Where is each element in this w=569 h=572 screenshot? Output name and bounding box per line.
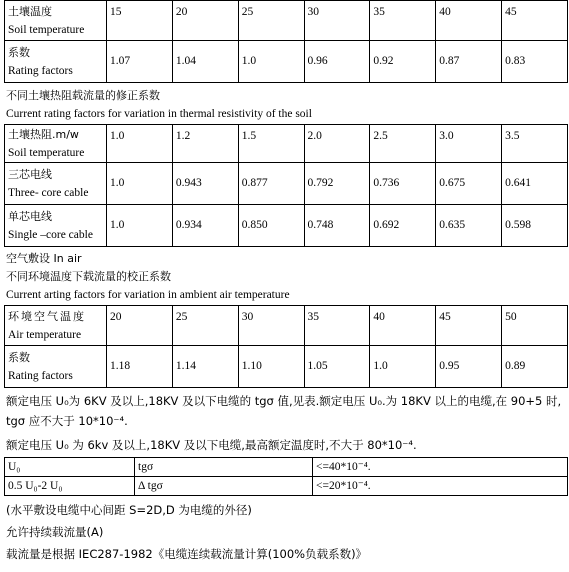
- table-cell: 45: [436, 306, 502, 346]
- table-cell: 0.92: [370, 41, 436, 83]
- table-cell: 35: [304, 306, 370, 346]
- table-cell: 20: [172, 1, 238, 41]
- row-label: [5, 1, 107, 41]
- air-temperature-table: [4, 305, 568, 388]
- caption-air-temp-en: Current arting factors for variation in ambient air temperature: [6, 289, 290, 301]
- label-en: Rating factors: [8, 65, 73, 77]
- label-en: Soil temperature: [8, 147, 85, 159]
- table-cell: <=20*10⁻⁴.: [313, 477, 568, 496]
- table-cell: 20: [107, 306, 173, 346]
- table-cell: 50: [502, 306, 568, 346]
- table-cell: 0.943: [172, 163, 238, 205]
- table-cell: 0.748: [304, 205, 370, 247]
- table-cell: tgσ: [135, 458, 313, 477]
- table-cell: 0.87: [436, 41, 502, 83]
- table-cell: 1.10: [238, 346, 304, 388]
- table-cell: 40: [370, 306, 436, 346]
- note-iec: 载流量是根据 IEC287-1982《电缆连续载流量计算(100%负载系数)》: [6, 547, 368, 561]
- label-cn: 土壤热阻.m/w: [8, 128, 79, 141]
- table-cell: 1.0: [107, 163, 173, 205]
- note-max-temp: 额定电压 U₀ 为 6kv 及以上,18KV 及以下电缆,最高额定温度时,不大于 80*10⁻⁴.: [6, 438, 417, 452]
- table-cell: 0.792: [304, 163, 370, 205]
- table-cell: 45: [502, 1, 568, 41]
- note-tan-delta-line2: tgσ 应不大于 10*10⁻⁴.: [6, 414, 128, 428]
- table-cell: 0.96: [304, 41, 370, 83]
- caption-soil-resistivity-cn: 不同土壤热阻载流量的修正系数: [6, 89, 160, 102]
- table-cell: 2.5: [370, 125, 436, 163]
- table-row: [5, 205, 568, 247]
- table-cell: 0.635: [436, 205, 502, 247]
- document: [4, 0, 568, 565]
- table-cell: 0.675: [436, 163, 502, 205]
- label-en: Three- core cable: [8, 187, 89, 199]
- table-row: [5, 346, 568, 388]
- table-cell: 0.641: [502, 163, 568, 205]
- table-cell: 35: [370, 1, 436, 41]
- table-cell: 0.934: [172, 205, 238, 247]
- table-row: [5, 306, 568, 346]
- table-cell: 1.18: [107, 346, 173, 388]
- table-cell: 1.07: [107, 41, 173, 83]
- table-cell: 0.83: [502, 41, 568, 83]
- table-cell: 15: [107, 1, 173, 41]
- table-cell: 40: [436, 1, 502, 41]
- row-label: [5, 346, 107, 388]
- caption-in-air: 空气敷设 In air: [6, 252, 82, 265]
- table-cell: 0.5 U₀-2 U₀: [5, 477, 135, 496]
- table-cell: 1.5: [238, 125, 304, 163]
- row-label: [5, 163, 107, 205]
- table-cell: 0.850: [238, 205, 304, 247]
- row-label: [5, 41, 107, 83]
- row-label: [5, 125, 107, 163]
- label-cn: 土壤温度: [8, 5, 52, 18]
- table-cell: 1.2: [172, 125, 238, 163]
- table-cell: 1.0: [107, 125, 173, 163]
- table-cell: 0.877: [238, 163, 304, 205]
- caption-air-temp-cn: 不同环境温度下载流量的校正系数: [6, 270, 171, 283]
- table-cell: 1.05: [304, 346, 370, 388]
- table-row: [5, 163, 568, 205]
- table-cell: 0.89: [502, 346, 568, 388]
- table-cell: 25: [238, 1, 304, 41]
- table-cell: 0.736: [370, 163, 436, 205]
- label-en: Single –core cable: [8, 229, 93, 241]
- tan-delta-table: [4, 457, 568, 496]
- label-cn: 环境空气温度: [8, 310, 86, 323]
- table-cell: 0.95: [436, 346, 502, 388]
- table-cell: 25: [172, 306, 238, 346]
- table-row: [5, 125, 568, 163]
- row-label: [5, 205, 107, 247]
- label-cn: 系数: [8, 46, 30, 59]
- soil-temperature-table: [4, 0, 568, 83]
- table-cell: 3.0: [436, 125, 502, 163]
- label-cn: 单芯电线: [8, 210, 52, 223]
- table-cell: 2.0: [304, 125, 370, 163]
- table-cell: 30: [304, 1, 370, 41]
- table-cell: 0.598: [502, 205, 568, 247]
- table-row: [5, 41, 568, 83]
- table-cell: 1.0: [107, 205, 173, 247]
- table-cell: <=40*10⁻⁴.: [313, 458, 568, 477]
- row-label: [5, 306, 107, 346]
- label-en: Air temperature: [8, 329, 82, 341]
- label-en: Soil temperature: [8, 24, 85, 36]
- table-cell: 1.04: [172, 41, 238, 83]
- label-cn: 三芯电线: [8, 168, 52, 181]
- soil-resistivity-table: [4, 124, 568, 247]
- table-cell: Δ tgσ: [135, 477, 313, 496]
- note-tan-delta-line1: 额定电压 U₀为 6KV 及以上,18KV 及以下电缆的 tgσ 值,见表.额定电压 U₀.为 18KV 以上的电缆,在 90+5 时,: [6, 394, 562, 408]
- table-cell: 1.0: [370, 346, 436, 388]
- table-row: [5, 458, 568, 477]
- table-cell: 0.692: [370, 205, 436, 247]
- table-cell: U₀: [5, 458, 135, 477]
- caption-soil-resistivity-en: Current rating factors for variation in thermal resistivity of the soil: [6, 108, 312, 120]
- heading-current-capacity: 允许持续载流量(A): [6, 525, 104, 539]
- label-cn: 系数: [8, 351, 30, 364]
- table-cell: 3.5: [502, 125, 568, 163]
- table-row: [5, 1, 568, 41]
- label-en: Rating factors: [8, 370, 73, 382]
- note-spacing: (水平敷设电缆中心间距 S=2D,D 为电缆的外径): [6, 503, 252, 517]
- table-cell: 1.14: [172, 346, 238, 388]
- table-cell: 1.0: [238, 41, 304, 83]
- table-row: [5, 477, 568, 496]
- table-cell: 30: [238, 306, 304, 346]
